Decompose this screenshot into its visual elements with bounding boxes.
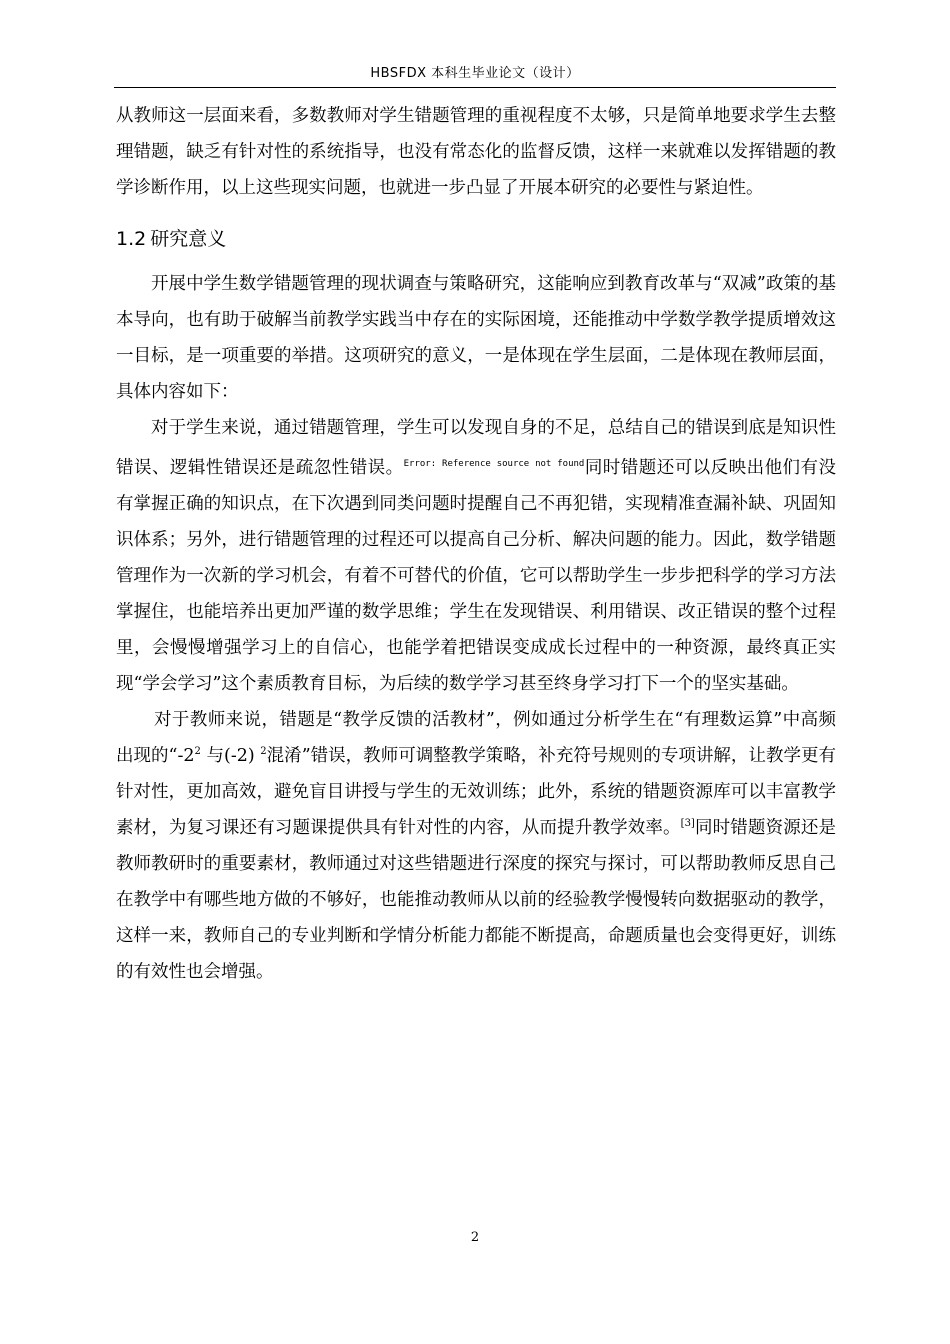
teacher-text-part-3: 混淆”错误，教师可调整教学策略，补充符号规则的专项讲解，让教学更有针对性，更加高效，避免盲目讲授与学生的无效训练；此外，系统的错题资源库可以丰富教学素材，为复习课还有习题课提供具有针对性的内容，从而提升教学效率。 (116, 746, 836, 838)
paragraph-significance-intro: 开展中学生数学错题管理的现状调查与策略研究，这能响应到教育改革与“双减”政策的基本导向，也有助于破解当前教学实践当中存在的实际困境，还能推动中学数学教学提质增效这一目标，是一项重要的举措。这项研究的意义，一是体现在学生层面，二是体现在教师层面，具体内容如下： (116, 274, 836, 402)
paragraph-student-significance (116, 410, 836, 702)
page-header (114, 62, 836, 88)
paragraph-teacher-problem: 从教师这一层面来看，多数教师对学生错题管理的重视程度不太够，只是简单地要求学生去整理错题，缺乏有针对性的系统指导，也没有常态化的监督反馈，这样一来就难以发挥错题的教学诊断作用，以上这些现实问题，也就进一步凸显了开展本研究的必要性与紧迫性。 (116, 106, 836, 198)
section-number: 1.2 (116, 228, 147, 250)
section-heading (116, 220, 836, 258)
teacher-text-part-2: 与(-2) (200, 746, 261, 766)
page-number: 2 (470, 1230, 480, 1245)
teacher-text-part-4: 同时错题资源还是教师教研时的重要素材，教师通过对这些错题进行深度的探究与探讨，可以帮助教师反思自己在教学中有哪些地方做的不够好，也能推动教师从以前的经验教学慢慢转向数据驱动的教学，这样一来，教师自己的专业判断和学情分析能力都能不断提高，命题质量也会变得更好，训练的有效性也会增强。 (116, 818, 837, 982)
header-title: HBSFDX 本科生毕业论文（设计） (370, 66, 580, 81)
reference-error-note: Error: Reference source not found (403, 459, 585, 469)
teacher-text-part-1: 对于教师来说，错题是“教学反馈的活教材”，例如通过分析学生在“有理数运算”中高频出现的“-2 (116, 710, 836, 766)
citation-reference: [3] (680, 818, 695, 829)
section-title: 研究意义 (150, 228, 227, 250)
paragraph-teacher-significance (116, 702, 836, 990)
exponent-superscript: 2 (260, 746, 267, 757)
exponent-superscript: 2 (194, 746, 201, 757)
page-footer (0, 1230, 950, 1245)
student-text-part-2: 同时错题还可以反映出他们有没有掌握正确的知识点，在下次遇到同类问题时提醒自己不再犯错，实现精准查漏补缺、巩固知识体系；另外，进行错题管理的过程还可以提高自己分析、解决问题的能力。因此，数学错题管理作为一次新的学习机会，有着不可替代的价值，它可以帮助学生一步步把科学的学习方法掌握住，也能培养出更加严谨的数学思维；学生在发现错误、利用错误、改正错误的整个过程里，会慢慢增强学习上的自信心，也能学着把错误变成成长过程中的一种资源，最终真正实现“学会学习”这个素质教育目标，为后续的数学学习甚至终身学习打下一个的坚实基础。 (116, 458, 837, 694)
body-content (116, 98, 836, 990)
student-text-part-1: 对于学生来说，通过错题管理，学生可以发现自身的不足，总结自己的错误到底是知识性错误、逻辑性错误还是疏忽性错误。 (116, 418, 836, 478)
